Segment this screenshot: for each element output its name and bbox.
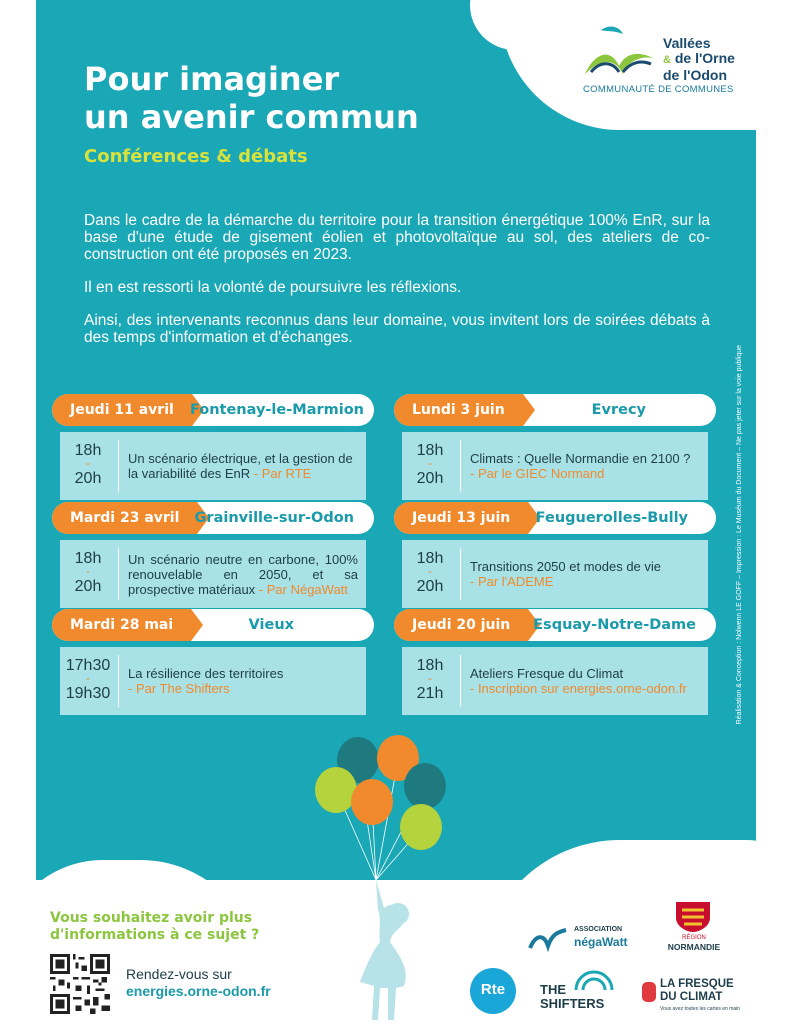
event-desc: Un scénario électrique, et la gestion de la variabilité des EnR (128, 451, 353, 481)
normandie-shield-icon (676, 902, 710, 932)
credit-text: Réalisation & Conception : Nolwenn LE GOFF – Impression : Le Muséum du Document – Ne pas jeter sur la voie publique (736, 345, 743, 725)
event-date: Lundi 3 juin (394, 394, 523, 426)
rendezvous-block (126, 966, 271, 1000)
event-date: Jeudi 20 juin (394, 609, 528, 641)
intro-paragraph: Dans le cadre de la démarche du territoire pour la transition énergétique 100% EnR, sur la base d'une étude de gisement éolien et photovoltaïque au sol, des ateliers de co-construction ont été proposés en 2023. (84, 212, 710, 263)
title-line1: Pour imaginer (84, 60, 340, 98)
event-start: 18h (416, 550, 444, 567)
event-card: Lundi 3 juin Evrecy 18h - 20h Climats : Quelle Normandie en 2100 ? - Par le GIEC Normand (394, 394, 716, 500)
event-end: 20h (74, 578, 102, 595)
event-end: 20h (74, 470, 102, 487)
info-question (50, 910, 259, 944)
shifters-line2: SHIFTERS (540, 996, 605, 1011)
logo-amp: & (663, 54, 671, 66)
qr-code-icon[interactable] (50, 954, 110, 1014)
intro-paragraph: Il en est ressorti la volonté de poursuivre les réflexions. (84, 279, 462, 296)
event-card: Jeudi 11 avril Fontenay-le-Marmion 18h - 20h Un scénario électrique, et la gestion de la variabilité des EnR - Par RTE (52, 394, 374, 500)
event-place: Evrecy (591, 402, 646, 418)
event-by: - Par The Shifters (128, 681, 230, 696)
event-start: 17h30 (65, 657, 111, 674)
event-card: Mardi 28 mai Vieux 17h30 - 19h30 La résilience des territoires - Par The Shifters (52, 609, 374, 715)
balloons-girl-illustration (300, 730, 460, 1020)
event-place: Esquay-Notre-Dame (533, 617, 696, 633)
event-card: Jeudi 20 juin Esquay-Notre-Dame 18h - 21h Ateliers Fresque du Climat - Inscription sur energies.orne-odon.fr (394, 609, 716, 715)
event-place: Feuguerolles-Bully (535, 510, 688, 526)
rendezvous-label: Rendez-vous sur (126, 966, 232, 982)
negawatt-name: négaWatt (574, 935, 628, 949)
event-date: Jeudi 11 avril (52, 394, 192, 426)
the-shifters-logo (540, 970, 616, 1014)
event-start: 18h (416, 442, 444, 459)
logo-line3: de l'Odon (663, 67, 727, 83)
negawatt-assoc: ASSOCIATION (574, 926, 623, 933)
shifters-line1: THE (540, 982, 566, 997)
event-by: - Par NégaWatt (258, 581, 348, 597)
valleys-logo-icon (583, 22, 663, 82)
rte-logo (470, 968, 516, 1014)
event-card: Mardi 23 avril Grainville-sur-Odon 18h - 20h Un scénario neutre en carbone, 100% renouvelable en 2050, et sa prospective matériaux - Par NégaWatt (52, 502, 374, 608)
fresque-tagline: Vous avez toutes les cartes en main (660, 1006, 741, 1012)
info-question-line2: d'informations à ce sujet ? (50, 927, 260, 943)
event-desc: Transitions 2050 et modes de vie (470, 559, 662, 574)
event-end: 19h30 (65, 685, 111, 702)
event-start: 18h (74, 550, 102, 567)
website-link[interactable]: energies.orne-odon.fr (126, 983, 271, 999)
event-date: Mardi 23 avril (52, 502, 197, 534)
negawatt-icon (528, 926, 568, 952)
event-desc: Un scénario neutre en carbone, 100% renouvelable en 2050, et sa prospective matériaux (128, 551, 358, 597)
event-card: Jeudi 13 juin Feuguerolles-Bully 18h - 20h Transitions 2050 et modes de vie - Par l'ADEME (394, 502, 716, 608)
event-desc: Ateliers Fresque du Climat (470, 666, 624, 681)
info-question-line1: Vous souhaitez avoir plus (50, 910, 253, 926)
event-place: Vieux (248, 617, 294, 633)
event-place: Fontenay-le-Marmion (189, 402, 364, 418)
event-start: 18h (416, 657, 444, 674)
hand-icon (640, 980, 660, 1006)
event-by: - Inscription sur (470, 681, 559, 696)
region-name: NORMANDIE (667, 942, 721, 952)
rte-text: Rte (480, 981, 506, 998)
event-start: 18h (74, 442, 102, 459)
event-by: - Par l'ADEME (470, 574, 554, 589)
event-link[interactable]: energies.orne-odon.fr (562, 681, 687, 696)
event-date: Mardi 28 mai (52, 609, 191, 641)
shifters-icon (574, 970, 614, 992)
event-end: 20h (416, 470, 444, 487)
fresque-climat-logo (640, 976, 740, 1016)
event-desc: La résilience des territoires (128, 666, 284, 681)
region-normandie-logo (662, 902, 726, 956)
event-date: Jeudi 13 juin (394, 502, 528, 534)
logo-subtitle: COMMUNAUTÉ DE COMMUNES (583, 84, 734, 95)
fresque-line1: LA FRESQUE (660, 978, 734, 990)
event-end: 21h (416, 685, 444, 702)
event-by: - Par RTE (253, 466, 312, 481)
event-end: 20h (416, 578, 444, 595)
title-line2: un avenir commun (84, 98, 419, 136)
region-label: RÉGION (682, 935, 706, 941)
event-desc: Climats : Quelle Normandie en 2100 ? (470, 451, 691, 466)
page-title (84, 60, 419, 136)
event-by: - Par le GIEC Normand (470, 466, 605, 481)
logo-line1: Vallées (663, 35, 711, 51)
logo-line2: de l'Orne (674, 50, 735, 66)
event-place: Grainville-sur-Odon (194, 510, 354, 526)
side-credit (736, 345, 750, 825)
negawatt-logo (528, 924, 638, 954)
page-subtitle: Conférences & débats (84, 146, 308, 167)
intro-paragraph: Ainsi, des intervenants reconnus dans leur domaine, vous invitent lors de soirées débats à des temps d'information et d'échanges. (84, 312, 710, 346)
fresque-line2: DU CLIMAT (660, 991, 723, 1003)
intro-text (84, 212, 710, 362)
